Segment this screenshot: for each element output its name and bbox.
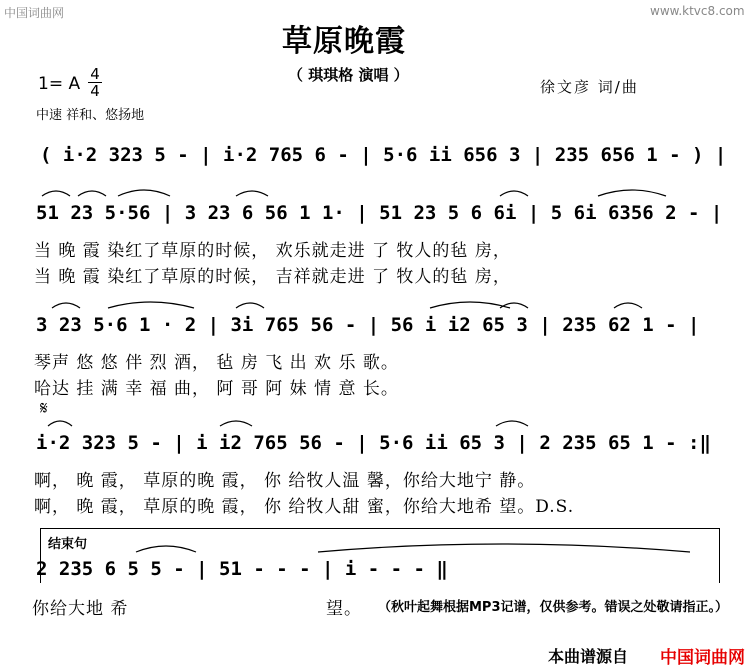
- score-line-1: ( i·2 323 5 - | i·2 765 6 - | 5·6 ii 656 3 | 235 656 1 - ) |: [40, 144, 727, 166]
- source-site-logo: 中国词曲网: [660, 648, 745, 668]
- slur: [78, 191, 106, 196]
- slur: [236, 303, 264, 308]
- slur: [500, 191, 528, 196]
- slur: [236, 191, 268, 196]
- slur: [118, 190, 170, 196]
- slur: [614, 303, 642, 308]
- song-title: 草原晚霞: [282, 24, 406, 59]
- slur: [496, 421, 528, 426]
- time-numerator: 4: [90, 65, 100, 83]
- score-line-2: 51 23 5·56 | 3 23 6 56 1 1· | 51 23 5 6 6i | 5 6i 6356 2 - |: [36, 202, 723, 224]
- score-line-3: 3 23 5·6 1 · 2 | 3i 765 56 - | 56 i i2 65 3 | 235 62 1 - |: [36, 314, 700, 336]
- composer-credit: 徐文彦 词/曲: [540, 78, 639, 96]
- tempo-marking: 中速 祥和、悠扬地: [36, 108, 145, 123]
- transcription-note: （秋叶起舞根据MP3记谱，仅供参考。错误之处敬请指正。）: [378, 600, 729, 615]
- segno-sign: 𝄋: [40, 398, 48, 419]
- slur: [220, 421, 252, 426]
- lyric-line-5a: 你给大地 希: [32, 599, 129, 619]
- lyric-line-3a: 琴声 悠 悠 伴 烈 酒， 毡 房 飞 出 欢 乐 歌。: [34, 353, 399, 373]
- time-denominator: 4: [88, 82, 102, 99]
- lyric-line-3b: 哈达 挂 满 幸 福 曲， 阿 哥 阿 妹 情 意 长。: [34, 379, 399, 399]
- slur: [136, 546, 196, 552]
- slur: [42, 191, 70, 196]
- lyric-line-5b: 望。: [326, 599, 362, 619]
- slur: [52, 303, 80, 308]
- lyric-line-2b: 当 晚 霞 染红了草原的时候， 吉祥就走进 了 牧人的毡 房，: [34, 267, 511, 287]
- source-label: 本曲谱源自: [548, 647, 629, 666]
- ending-label: 结束句: [48, 537, 88, 552]
- slur: [598, 190, 666, 196]
- slur: [318, 544, 690, 552]
- site-watermark-left: 中国词曲网: [4, 6, 65, 20]
- slur: [108, 302, 194, 308]
- score-line-4: i·2 323 5 - | i i2 765 56 - | 5·6 ii 65 3 | 2 235 65 1 - :‖: [36, 432, 711, 454]
- site-watermark-right: www.ktvc8.com: [650, 4, 745, 18]
- slur: [48, 421, 72, 426]
- slur: [500, 303, 528, 308]
- slur: [430, 302, 510, 308]
- key-signature: 1= A: [38, 74, 81, 94]
- lyric-line-4b: 啊， 晚 霞， 草原的晚 霞， 你 给牧人甜 蜜，你给大地希 望。D.S.: [34, 497, 575, 517]
- performer: （ 琪琪格 演唱 ）: [288, 66, 409, 84]
- score-line-5: 2 235 6 5 5 - | 51 - - - | i - - - ‖: [36, 558, 448, 580]
- lyric-line-2a: 当 晚 霞 染红了草原的时候， 欢乐就走进 了 牧人的毡 房，: [34, 241, 511, 261]
- lyric-line-4a: 啊， 晚 霞， 草原的晚 霞， 你 给牧人温 馨，你给大地宁 静。: [34, 471, 536, 491]
